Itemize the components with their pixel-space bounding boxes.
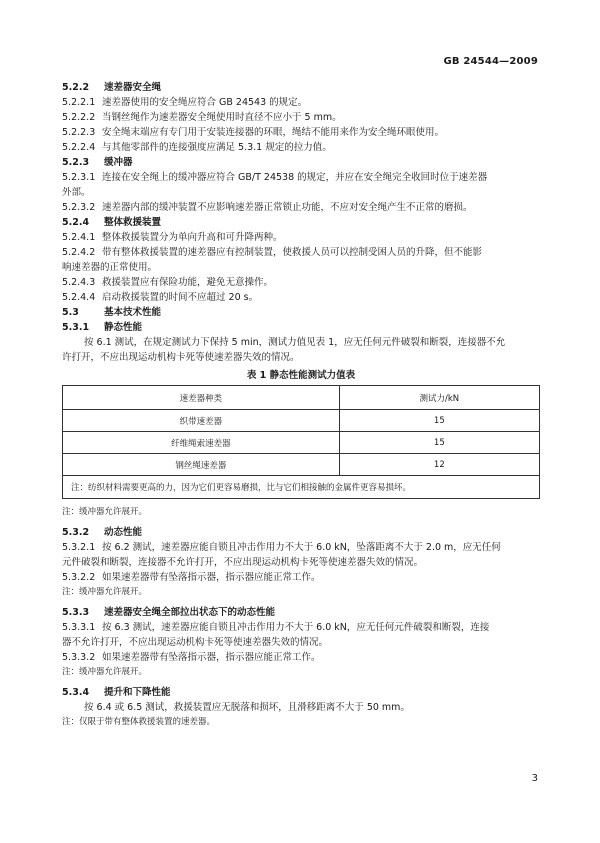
clause: 5.3.2.1 按 6.2 测试，速差器应能自锁且冲击作用力不大于 6.0 kN，坠落距离不大于 2.0 m，应无任何 xyxy=(62,542,501,553)
section-heading: 5.2.3 缓冲器 xyxy=(62,157,133,168)
note: 注：缓冲器允许展开。 xyxy=(62,507,148,517)
table-cell: 织带速差器 xyxy=(63,410,340,432)
page-number: 3 xyxy=(531,773,538,784)
section-heading: 5.3.1 静态性能 xyxy=(62,322,143,333)
table-note: 注：纺织材料需要更高的力，因为它们更容易磨损，比与它们相接触的金属件更容易损坏。 xyxy=(63,476,540,499)
table-row xyxy=(63,432,540,454)
clause: 5.2.2.2 当钢丝绳作为速差器安全绳使用时直径不应小于 5 mm。 xyxy=(62,112,342,123)
column-header: 测试力/kN xyxy=(339,386,539,410)
static-force-table xyxy=(62,385,540,499)
table-cell: 15 xyxy=(339,432,539,454)
paragraph-continuation: 许打开，不应出现运动机构卡死等使速差器失效的情况。 xyxy=(62,352,300,363)
clause-continuation: 器不允许打开，不应出现运动机构卡死等使速差器失效的情况。 xyxy=(62,637,329,648)
clause: 5.2.3.2 速差器内部的缓冲装置不应影响速差器正常锁止功能，不应对安全绳产生不正常的磨损。 xyxy=(62,202,473,213)
table-caption: 表 1 静态性能测试力值表 xyxy=(246,370,356,381)
clause: 5.2.2.1 速差器使用的安全绳应符合 GB 24543 的规定。 xyxy=(62,97,308,108)
table-row xyxy=(63,410,540,432)
clause: 5.3.3.1 按 6.3 测试，速差器应能自锁且冲击作用力不大于 6.0 kN，应无任何元件破裂和断裂，连接 xyxy=(62,622,490,633)
clause-continuation: 元件破裂和断裂，连接器不允许打开，不应出现运动机构卡死等使速差器失效的情况。 xyxy=(62,557,424,568)
clause-continuation: 响速差器的正常使用。 xyxy=(62,262,158,273)
paragraph: 按 6.4 或 6.5 测试，救援装置应无脱落和损坏，且滑移距离不大于 50 mm。 xyxy=(84,702,410,713)
note: 注：仅限于带有整体救援装置的速差器。 xyxy=(62,717,216,727)
section-heading: 5.3.3 速差器安全绳全部拉出状态下的动态性能 xyxy=(62,607,276,618)
section-heading: 5.2.4 整体救援装置 xyxy=(62,217,162,228)
clause: 5.2.4.3 救援装置应有保险功能，避免无意操作。 xyxy=(62,277,274,288)
standard-number: GB 24544—2009 xyxy=(443,56,538,67)
clause: 5.2.3.1 连接在安全绳上的缓冲器应符合 GB/T 24538 的规定，并应在安全绳完全收回时位于速差器 xyxy=(62,172,488,183)
column-header: 速差器种类 xyxy=(63,386,340,410)
table-header-row xyxy=(63,386,540,410)
section-heading: 5.3.4 提升和下降性能 xyxy=(62,687,171,698)
clause: 5.2.2.3 安全绳末端应有专门用于安装连接器的环眼，绳结不能用来作为安全绳环眼使用。 xyxy=(62,127,445,138)
table-note-row xyxy=(63,476,540,499)
section-heading: 5.3.2 动态性能 xyxy=(62,527,143,538)
clause: 5.3.2.2 如果速差器带有坠落指示器，指示器应能正常工作。 xyxy=(62,572,321,583)
note: 注：缓冲器允许展开。 xyxy=(62,587,148,597)
section-heading: 5.3 基本技术性能 xyxy=(62,307,162,318)
table-cell: 钢丝绳速差器 xyxy=(63,454,340,476)
table-cell: 15 xyxy=(339,410,539,432)
clause: 5.2.4.4 启动救援装置的时间不应超过 20 s。 xyxy=(62,292,259,303)
clause: 5.2.4.2 带有整体救援装置的速差器应有控制装置，使救援人员可以控制受困人员的升降，但不能影 xyxy=(62,247,483,258)
clause: 5.2.4.1 整体救援装置分为单向升高和可升降两种。 xyxy=(62,232,283,243)
table-row xyxy=(63,454,540,476)
section-heading: 5.2.2 速差器安全绳 xyxy=(62,82,162,93)
note: 注：缓冲器允许展开。 xyxy=(62,667,148,677)
clause-continuation: 外部。 xyxy=(62,187,91,198)
paragraph: 按 6.1 测试，在规定测试力下保持 5 min，测试力值见表 1，应无任何元件破裂和断裂，连接器不允 xyxy=(84,337,506,348)
table-cell: 12 xyxy=(339,454,539,476)
table-cell: 纤维绳索速差器 xyxy=(63,432,340,454)
clause: 5.2.2.4 与其他零部件的连接强度应满足 5.3.1 规定的拉力值。 xyxy=(62,142,332,153)
clause: 5.3.3.2 如果速差器带有坠落指示器，指示器应能正常工作。 xyxy=(62,652,321,663)
document-body xyxy=(62,80,540,729)
